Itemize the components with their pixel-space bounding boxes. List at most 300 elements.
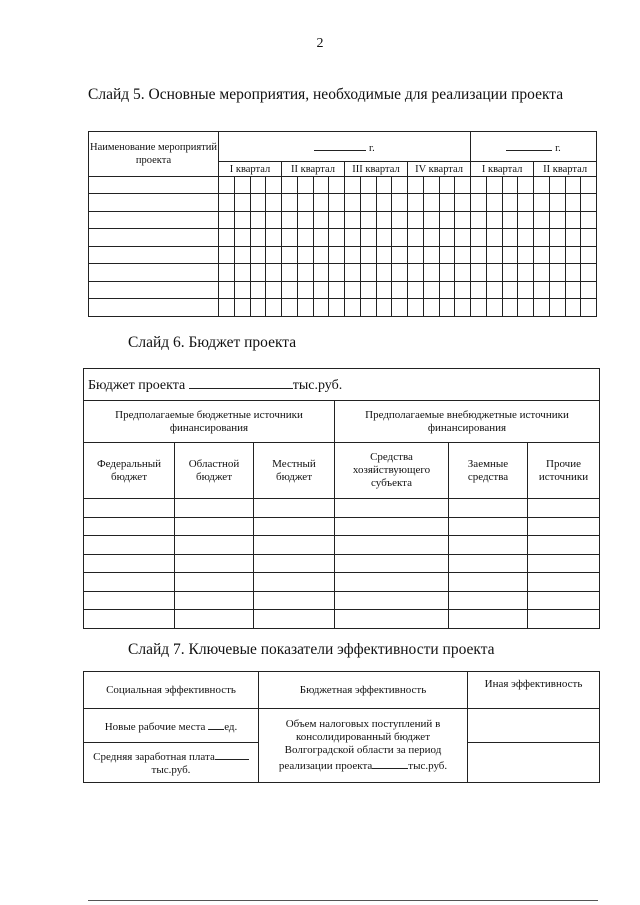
table-cell bbox=[581, 282, 597, 299]
table-cell bbox=[581, 264, 597, 282]
table-cell bbox=[439, 264, 455, 282]
table-cell bbox=[449, 610, 528, 629]
table-cell bbox=[250, 264, 266, 282]
table-cell bbox=[234, 212, 250, 229]
table-cell bbox=[449, 555, 528, 573]
quarter-header: II квартал bbox=[534, 162, 597, 177]
table-cell bbox=[335, 573, 449, 592]
table-cell bbox=[455, 177, 471, 194]
table-cell bbox=[581, 247, 597, 264]
table-cell bbox=[565, 229, 581, 247]
table-cell bbox=[449, 573, 528, 592]
tax-revenue-cell bbox=[259, 709, 468, 783]
table-row bbox=[89, 212, 597, 229]
year-1-header bbox=[219, 132, 471, 162]
table-cell bbox=[423, 264, 439, 282]
table-cell bbox=[297, 264, 313, 282]
table-cell bbox=[392, 282, 408, 299]
table-cell bbox=[502, 247, 518, 264]
table-cell bbox=[250, 177, 266, 194]
table-row bbox=[84, 555, 600, 573]
salary-suffix: тыс.руб. bbox=[151, 764, 191, 776]
table-cell bbox=[313, 194, 329, 212]
table-cell bbox=[345, 194, 361, 212]
salary-prefix: Средняя заработная плата bbox=[93, 751, 215, 763]
budget-column-header: Местный бюджет bbox=[254, 443, 335, 499]
table-cell bbox=[329, 229, 345, 247]
table-cell bbox=[518, 282, 534, 299]
quarter-header: III квартал bbox=[345, 162, 408, 177]
table-cell bbox=[175, 536, 254, 555]
table-cell bbox=[335, 499, 449, 518]
table-cell bbox=[219, 247, 235, 264]
table-cell bbox=[581, 212, 597, 229]
table-cell bbox=[581, 229, 597, 247]
table-cell bbox=[297, 177, 313, 194]
table-cell bbox=[528, 592, 600, 610]
quarter-header: IV квартал bbox=[408, 162, 471, 177]
year-2-blank bbox=[506, 139, 552, 151]
table-row bbox=[89, 247, 597, 264]
table-row bbox=[89, 229, 597, 247]
table-cell bbox=[84, 573, 175, 592]
table-cell bbox=[549, 282, 565, 299]
table-cell bbox=[89, 229, 219, 247]
table-cell bbox=[254, 499, 335, 518]
extra-budget-sources-group: Предполагаемые внебюджетные источники финансирования bbox=[335, 401, 600, 443]
table-cell bbox=[518, 212, 534, 229]
table-cell bbox=[175, 610, 254, 629]
table-row bbox=[84, 592, 600, 610]
table-cell bbox=[518, 247, 534, 264]
tax-blank bbox=[372, 757, 408, 769]
table-cell bbox=[534, 299, 550, 317]
table-cell bbox=[345, 264, 361, 282]
table-cell bbox=[392, 247, 408, 264]
table-cell bbox=[455, 247, 471, 264]
table-cell bbox=[266, 229, 282, 247]
table-cell bbox=[471, 299, 487, 317]
year-2-header bbox=[471, 132, 597, 162]
table-cell bbox=[313, 212, 329, 229]
table-cell bbox=[471, 247, 487, 264]
table-cell bbox=[335, 555, 449, 573]
table-cell bbox=[486, 194, 502, 212]
table-cell bbox=[565, 177, 581, 194]
table-cell bbox=[439, 247, 455, 264]
table-cell bbox=[234, 177, 250, 194]
table-cell bbox=[250, 282, 266, 299]
table-cell bbox=[313, 229, 329, 247]
table-cell bbox=[89, 177, 219, 194]
table-cell bbox=[84, 518, 175, 536]
table-cell bbox=[423, 229, 439, 247]
table-cell bbox=[175, 555, 254, 573]
table-cell bbox=[175, 499, 254, 518]
table-cell bbox=[219, 194, 235, 212]
table-cell bbox=[486, 177, 502, 194]
table-cell bbox=[376, 299, 392, 317]
table-cell bbox=[408, 299, 424, 317]
table-cell bbox=[335, 518, 449, 536]
avg-salary-cell bbox=[84, 743, 259, 783]
social-efficiency-header: Социальная эффективность bbox=[84, 672, 259, 709]
table-cell bbox=[549, 194, 565, 212]
table-cell bbox=[329, 299, 345, 317]
table-cell bbox=[534, 194, 550, 212]
table-cell bbox=[234, 264, 250, 282]
activities-name-header: Наименование мероприятий проекта bbox=[89, 132, 219, 177]
table-cell bbox=[392, 177, 408, 194]
table-cell bbox=[297, 194, 313, 212]
table-cell bbox=[534, 247, 550, 264]
table-cell bbox=[313, 264, 329, 282]
table-cell bbox=[297, 299, 313, 317]
table-cell bbox=[392, 194, 408, 212]
table-cell bbox=[250, 194, 266, 212]
table-cell bbox=[534, 264, 550, 282]
table-cell bbox=[219, 282, 235, 299]
table-cell bbox=[408, 229, 424, 247]
table-cell bbox=[528, 499, 600, 518]
quarter-header: II квартал bbox=[282, 162, 345, 177]
table-cell bbox=[234, 299, 250, 317]
table-cell bbox=[282, 229, 298, 247]
table-cell bbox=[345, 177, 361, 194]
table-cell bbox=[449, 592, 528, 610]
table-cell bbox=[392, 229, 408, 247]
table-cell bbox=[89, 212, 219, 229]
table-cell bbox=[408, 194, 424, 212]
table-cell bbox=[408, 264, 424, 282]
table-cell bbox=[455, 282, 471, 299]
table-cell bbox=[565, 194, 581, 212]
table-cell bbox=[376, 282, 392, 299]
table-cell bbox=[502, 177, 518, 194]
budget-column-header: Областной бюджет bbox=[175, 443, 254, 499]
table-cell bbox=[423, 299, 439, 317]
budget-prefix: Бюджет проекта bbox=[88, 378, 186, 393]
table-cell bbox=[549, 177, 565, 194]
table-cell bbox=[219, 229, 235, 247]
table-cell bbox=[392, 299, 408, 317]
table-cell bbox=[534, 282, 550, 299]
table-cell bbox=[250, 299, 266, 317]
table-row bbox=[89, 264, 597, 282]
table-cell bbox=[581, 299, 597, 317]
table-cell bbox=[329, 212, 345, 229]
table-cell bbox=[84, 555, 175, 573]
table-cell bbox=[175, 592, 254, 610]
bottom-rule bbox=[88, 900, 598, 901]
table-cell bbox=[534, 177, 550, 194]
table-cell bbox=[329, 247, 345, 264]
table-cell bbox=[335, 610, 449, 629]
table-cell bbox=[518, 299, 534, 317]
table-cell bbox=[254, 518, 335, 536]
budget-column-header: Заемные средства bbox=[449, 443, 528, 499]
table-cell bbox=[360, 247, 376, 264]
table-cell bbox=[345, 212, 361, 229]
table-cell bbox=[439, 229, 455, 247]
table-cell bbox=[282, 264, 298, 282]
table-cell bbox=[549, 212, 565, 229]
table-row bbox=[84, 499, 600, 518]
table-cell bbox=[408, 212, 424, 229]
table-cell bbox=[329, 282, 345, 299]
table-cell bbox=[449, 499, 528, 518]
table-row bbox=[84, 536, 600, 555]
budget-column-header: Федеральный бюджет bbox=[84, 443, 175, 499]
table-cell bbox=[360, 282, 376, 299]
slide-5-activities-table bbox=[88, 131, 597, 317]
table-cell bbox=[376, 177, 392, 194]
table-cell bbox=[376, 229, 392, 247]
table-cell bbox=[360, 194, 376, 212]
table-cell bbox=[282, 282, 298, 299]
table-cell bbox=[329, 177, 345, 194]
table-cell bbox=[219, 264, 235, 282]
new-jobs-prefix: Новые рабочие места bbox=[104, 720, 206, 733]
table-cell bbox=[408, 177, 424, 194]
table-cell bbox=[234, 247, 250, 264]
table-cell bbox=[313, 177, 329, 194]
table-cell bbox=[282, 247, 298, 264]
table-cell bbox=[565, 247, 581, 264]
table-cell bbox=[329, 264, 345, 282]
year-1-blank bbox=[314, 139, 366, 151]
quarter-header: I квартал bbox=[219, 162, 282, 177]
table-row bbox=[89, 194, 597, 212]
table-cell bbox=[528, 518, 600, 536]
table-cell bbox=[486, 299, 502, 317]
table-cell bbox=[345, 247, 361, 264]
table-cell bbox=[84, 536, 175, 555]
table-cell bbox=[297, 212, 313, 229]
table-cell bbox=[297, 282, 313, 299]
table-cell bbox=[423, 177, 439, 194]
budget-column-header: Прочие источники bbox=[528, 443, 600, 499]
table-cell bbox=[486, 264, 502, 282]
other-efficiency-cell-2 bbox=[468, 743, 600, 783]
table-cell bbox=[449, 536, 528, 555]
table-cell bbox=[254, 592, 335, 610]
table-cell bbox=[471, 177, 487, 194]
table-row bbox=[89, 299, 597, 317]
table-cell bbox=[313, 282, 329, 299]
salary-blank bbox=[215, 748, 249, 760]
table-cell bbox=[549, 264, 565, 282]
page-number: 2 bbox=[316, 36, 324, 51]
table-cell bbox=[439, 282, 455, 299]
table-cell bbox=[84, 610, 175, 629]
table-cell bbox=[219, 212, 235, 229]
table-cell bbox=[219, 299, 235, 317]
table-cell bbox=[408, 282, 424, 299]
table-cell bbox=[313, 247, 329, 264]
table-cell bbox=[392, 264, 408, 282]
table-cell bbox=[254, 536, 335, 555]
table-cell bbox=[471, 194, 487, 212]
table-cell bbox=[455, 229, 471, 247]
year-2-suffix: г. bbox=[555, 142, 561, 154]
table-cell bbox=[89, 194, 219, 212]
table-cell bbox=[528, 536, 600, 555]
table-cell bbox=[282, 212, 298, 229]
table-cell bbox=[565, 264, 581, 282]
table-cell bbox=[502, 194, 518, 212]
tax-text: Объем налоговых поступлений в консолидированный бюджет Волгоградской области за период реализации проекта bbox=[278, 718, 442, 772]
year-1-suffix: г. bbox=[369, 142, 375, 154]
table-cell bbox=[234, 194, 250, 212]
table-cell bbox=[502, 229, 518, 247]
slide-6-title: Слайд 6. Бюджет проекта bbox=[128, 334, 297, 351]
budget-column-header: Средства хозяйствующего субъекта bbox=[335, 443, 449, 499]
table-cell bbox=[234, 229, 250, 247]
table-cell bbox=[266, 177, 282, 194]
table-cell bbox=[89, 264, 219, 282]
table-cell bbox=[250, 212, 266, 229]
table-cell bbox=[549, 247, 565, 264]
table-cell bbox=[486, 229, 502, 247]
table-cell bbox=[376, 212, 392, 229]
table-cell bbox=[423, 212, 439, 229]
table-cell bbox=[89, 299, 219, 317]
quarter-header: I квартал bbox=[471, 162, 534, 177]
table-cell bbox=[549, 299, 565, 317]
table-cell bbox=[502, 264, 518, 282]
table-cell bbox=[471, 212, 487, 229]
table-cell bbox=[449, 518, 528, 536]
table-cell bbox=[423, 194, 439, 212]
table-cell bbox=[297, 247, 313, 264]
table-cell bbox=[455, 212, 471, 229]
table-cell bbox=[254, 573, 335, 592]
table-cell bbox=[282, 299, 298, 317]
slide-6-budget-table bbox=[83, 368, 600, 629]
table-cell bbox=[518, 264, 534, 282]
new-jobs-suffix: ед. bbox=[224, 720, 238, 733]
table-cell bbox=[282, 177, 298, 194]
table-row bbox=[89, 282, 597, 299]
budget-efficiency-header: Бюджетная эффективность bbox=[259, 672, 468, 709]
table-cell bbox=[534, 229, 550, 247]
table-cell bbox=[84, 499, 175, 518]
table-cell bbox=[266, 299, 282, 317]
table-cell bbox=[175, 518, 254, 536]
table-cell bbox=[313, 299, 329, 317]
table-cell bbox=[502, 212, 518, 229]
table-cell bbox=[175, 573, 254, 592]
table-row bbox=[84, 518, 600, 536]
table-cell bbox=[528, 573, 600, 592]
table-cell bbox=[528, 555, 600, 573]
new-jobs-cell bbox=[84, 709, 259, 743]
table-cell bbox=[282, 194, 298, 212]
table-cell bbox=[581, 177, 597, 194]
table-cell bbox=[266, 212, 282, 229]
table-cell bbox=[534, 212, 550, 229]
table-cell bbox=[439, 299, 455, 317]
table-cell bbox=[486, 282, 502, 299]
slide-7-efficiency-table bbox=[83, 671, 600, 783]
new-jobs-blank bbox=[208, 718, 224, 730]
slide-7-title: Слайд 7. Ключевые показатели эффективности проекта bbox=[128, 641, 495, 658]
table-cell bbox=[423, 282, 439, 299]
table-cell bbox=[455, 264, 471, 282]
table-cell bbox=[360, 177, 376, 194]
table-cell bbox=[376, 264, 392, 282]
table-cell bbox=[455, 299, 471, 317]
table-cell bbox=[335, 536, 449, 555]
other-efficiency-header: Иная эффективность bbox=[468, 672, 600, 709]
table-cell bbox=[250, 247, 266, 264]
table-cell bbox=[219, 177, 235, 194]
table-cell bbox=[335, 592, 449, 610]
table-cell bbox=[266, 194, 282, 212]
table-cell bbox=[486, 247, 502, 264]
table-cell bbox=[360, 229, 376, 247]
table-cell bbox=[345, 282, 361, 299]
table-cell bbox=[329, 194, 345, 212]
table-cell bbox=[254, 610, 335, 629]
table-cell bbox=[266, 264, 282, 282]
table-cell bbox=[89, 247, 219, 264]
table-cell bbox=[376, 194, 392, 212]
table-cell bbox=[250, 229, 266, 247]
table-row bbox=[84, 610, 600, 629]
table-row bbox=[84, 573, 600, 592]
table-cell bbox=[471, 229, 487, 247]
table-cell bbox=[439, 177, 455, 194]
table-cell bbox=[518, 177, 534, 194]
table-cell bbox=[266, 282, 282, 299]
table-cell bbox=[423, 247, 439, 264]
table-cell bbox=[376, 247, 392, 264]
table-cell bbox=[581, 194, 597, 212]
tax-suffix: тыс.руб. bbox=[408, 760, 448, 772]
budget-total-row bbox=[84, 369, 600, 401]
table-cell bbox=[486, 212, 502, 229]
table-cell bbox=[297, 229, 313, 247]
table-cell bbox=[345, 299, 361, 317]
table-cell bbox=[89, 282, 219, 299]
table-cell bbox=[392, 212, 408, 229]
budget-sources-group: Предполагаемые бюджетные источники финансирования bbox=[84, 401, 335, 443]
table-cell bbox=[502, 282, 518, 299]
table-cell bbox=[549, 229, 565, 247]
table-cell bbox=[360, 299, 376, 317]
table-cell bbox=[439, 194, 455, 212]
table-cell bbox=[408, 247, 424, 264]
table-cell bbox=[518, 194, 534, 212]
table-cell bbox=[266, 247, 282, 264]
budget-blank bbox=[189, 377, 293, 389]
table-cell bbox=[345, 229, 361, 247]
table-cell bbox=[565, 282, 581, 299]
table-cell bbox=[234, 282, 250, 299]
table-cell bbox=[518, 229, 534, 247]
table-cell bbox=[360, 264, 376, 282]
slide-5-title: Слайд 5. Основные мероприятия, необходимые для реализации проекта bbox=[88, 86, 564, 103]
table-cell bbox=[471, 282, 487, 299]
other-efficiency-cell-1 bbox=[468, 709, 600, 743]
table-cell bbox=[528, 610, 600, 629]
table-cell bbox=[439, 212, 455, 229]
table-cell bbox=[502, 299, 518, 317]
table-cell bbox=[254, 555, 335, 573]
table-cell bbox=[565, 212, 581, 229]
